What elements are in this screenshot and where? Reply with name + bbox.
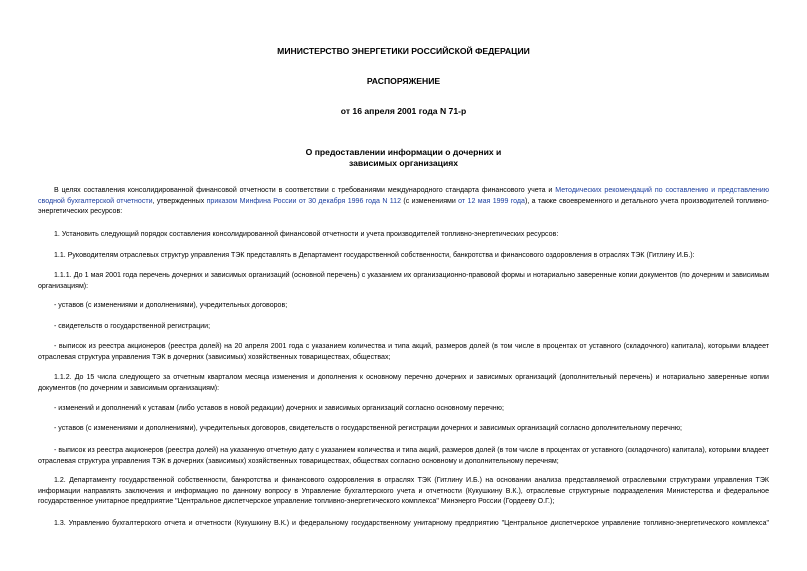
list-item-charter-amendments: - изменений и дополнений к уставам (либо уставов в новой редакции) дочерних и зависимых организаций согласно основному перечню; — [54, 405, 504, 412]
intro-text-1: В целях составления консолидированной финансовой отчетности в соответствии с требованиями международного стандарта финансового учета и — [54, 187, 556, 194]
list-item-register-extracts: - выписок из реестра акционеров (реестра долей) на 20 апреля 2001 года с указанием количества и типа акций, размеров долей (в том числе в процентах от уставного (складочного) капитала), которыми владеет отраслевая структура управления ТЭК в дочерних (зависимых) хозяйственных товариществах, обществах; — [38, 343, 769, 361]
amendment-1999-link[interactable]: от 12 мая 1999 года — [458, 197, 525, 205]
intro-text-2: , утвержденных — [152, 197, 207, 205]
paragraph-1-1-1: 1.1.1. До 1 мая 2001 года перечень дочерних и зависимых организаций (основной перечень) с указанием их организационно-правовой формы и нотариально заверенные копии документов (по дочерним и зависимым организациям): — [38, 272, 769, 290]
ministry-header: МИНИСТЕРСТВО ЭНЕРГЕТИКИ РОССИЙСКОЙ ФЕДЕРАЦИИ — [277, 46, 530, 56]
paragraph-1: 1. Установить следующий порядок составления консолидированной финансовой отчетности и учета производителей топливно-энергетических ресурсов: — [54, 231, 559, 238]
paragraph-1-3: 1.3. Управлению бухгалтерского отчета и отчетности (Кукушкину В.К.) и федеральному государственному унитарному предприятию "Центральное диспетчерское управление топливно-энергетического комплекса" — [54, 520, 769, 527]
document-title-line-2: зависимых организациях — [348, 158, 459, 168]
list-item-register-extracts-reporting: - выписок из реестра акционеров (реестра долей) на указанную отчетную дату с указанием количества и типа акций, размеров долей (в том числе в процентах от уставного (складочного) капитала), которыми владеет отраслевая структура управления ТЭК в дочерних (зависимых) хозяйственных товариществах, обществах согласно основному и дополнительному перечням; — [38, 447, 769, 465]
list-item-certificates: - свидетельств о государственной регистрации; — [54, 323, 211, 330]
intro-text-3: (с изменениями — [401, 197, 459, 205]
paragraph-1-2: 1.2. Департаменту государственной собственности, банкротства и финансового оздоровления в отраслях ТЭК (Гитлину И.Б.) на основании анализа представляемой отраслевыми структурами управления ТЭК информации направлять заключения и информацию по данному вопросу в Управление бухгалтерского учета и отчетности (Кукушкину В.К.), отраслевые структурные подразделения Министерства и федеральное государственное унитарное предприятие "Центральное диспетчерское управление топливно-энергетического комплекса" Минэнерго России (Гордееву О.Г.); — [38, 477, 769, 506]
document-type: РАСПОРЯЖЕНИЕ — [366, 76, 441, 86]
list-item-charters: - уставов (с изменениями и дополнениями), учредительных договоров; — [54, 302, 288, 309]
intro-text-4: ), а также своевременного и детального учета производителей топливно-энергетических ресурсов: — [38, 197, 769, 216]
document-title — [0, 147, 807, 169]
paragraph-1-1-2: 1.1.2. До 15 числа следующего за отчетным кварталом месяца изменения и дополнения к основному перечню дочерних и зависимых организаций (дополнительный перечень) и нотариально заверенные копии документов (по дочерним и зависимым организациям): — [38, 374, 769, 392]
document-title-line-1: О предоставлении информации о дочерних и — [305, 147, 502, 157]
intro-paragraph — [38, 186, 769, 218]
methodical-recommendations-link[interactable]: Методических рекомендаций по составлению и представлению сводной бухгалтерской отчетности — [38, 187, 769, 205]
document-date-number: от 16 апреля 2001 года N 71-р — [340, 106, 467, 116]
list-item-additional-charters: - уставов (с изменениями и дополнениями), учредительных договоров, свидетельств о государственной регистрации дочерних и зависимых организаций согласно дополнительному перечню; — [54, 425, 682, 432]
paragraph-1-1: 1.1. Руководителям отраслевых структур управления ТЭК представлять в Департамент государственной собственности, банкротства и финансового оздоровления в отраслях ТЭК (Гитлину И.Б.): — [54, 252, 695, 259]
minfin-order-link[interactable]: приказом Минфина России от 30 декабря 1996 года N 112 — [206, 197, 402, 205]
